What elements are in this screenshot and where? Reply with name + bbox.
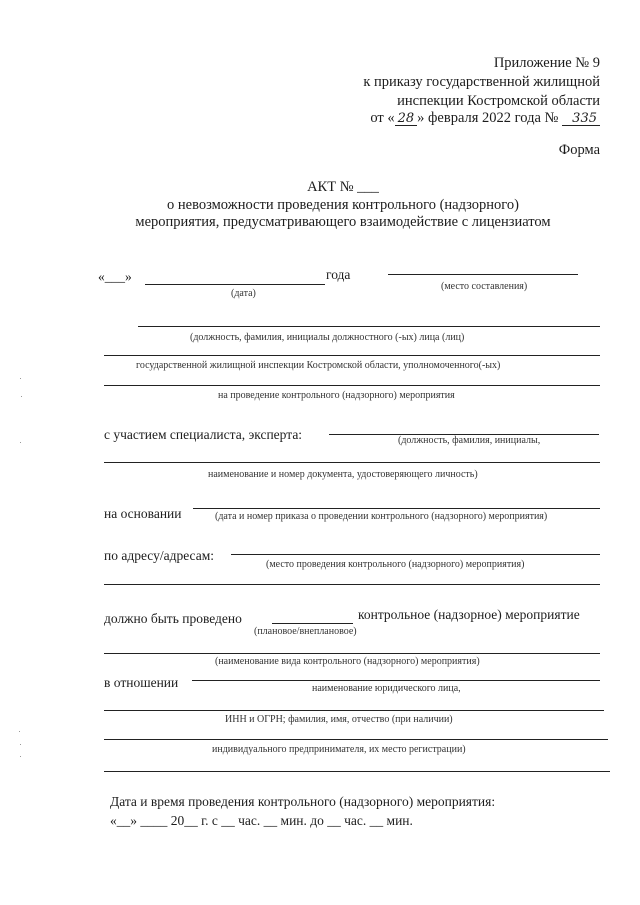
- datetime-line: «__» ____ 20__ г. с __ час. __ мин. до __ час. __ мин.: [110, 813, 413, 828]
- specialist-caption-2: наименование и номер документа, удостоверяющего личность): [208, 469, 478, 480]
- form-label: Форма: [558, 142, 600, 158]
- subject-caption-2: ИНН и ОГРН; фамилия, имя, отчество (при наличии): [225, 714, 453, 725]
- basis-label: на основании: [104, 506, 182, 521]
- order-date-prefix: от «: [370, 110, 395, 126]
- event-type-line: [272, 623, 353, 624]
- datetime-label: Дата и время проведения контрольного (надзорного) мероприятия:: [110, 794, 496, 809]
- subject-caption-1: наименование юридического лица,: [312, 683, 461, 694]
- official-line-3: [104, 385, 600, 386]
- event-type-caption: (плановое/внеплановое): [254, 626, 357, 637]
- order-issuer: инспекции Костромской области: [397, 93, 600, 109]
- scan-speck: [20, 756, 21, 757]
- subject-label: в отношении: [104, 675, 179, 690]
- subject-caption-3: индивидуального предпринимателя, их место регистрации): [212, 744, 466, 755]
- subject-line-1: [192, 680, 600, 681]
- official-caption-3: на проведение контрольного (надзорного) мероприятия: [218, 390, 455, 401]
- specialist-caption-1: (должность, фамилия, инициалы,: [398, 435, 541, 446]
- basis-line: [193, 508, 600, 509]
- official-line-1: [138, 326, 600, 327]
- order-date-middle: » февраля 2022 года №: [417, 110, 559, 126]
- order-date-day: 28: [395, 112, 418, 126]
- scan-speck: [19, 731, 20, 732]
- official-caption-1: (должность, фамилия, инициалы должностного (-ых) лица (лиц): [190, 332, 465, 343]
- year-word: года: [326, 267, 351, 282]
- event-label-start: должно быть проведено: [104, 611, 242, 626]
- specialist-label: с участием специалиста, эксперта:: [104, 427, 303, 442]
- scan-speck: [20, 442, 21, 443]
- place-caption: (место составления): [441, 281, 528, 292]
- subject-line-2: [104, 710, 604, 711]
- subject-line-3: [104, 739, 608, 740]
- specialist-line-2: [104, 462, 600, 463]
- date-month-line: [145, 284, 325, 285]
- event-kind-caption: (наименование вида контрольного (надзорного) мероприятия): [215, 656, 480, 667]
- basis-caption: (дата и номер приказа о проведении контрольного (надзорного) мероприятия): [215, 511, 548, 522]
- address-line-2: [104, 584, 600, 585]
- order-date-line: [370, 111, 600, 126]
- act-subtitle-1: о невозможности проведения контрольного (надзорного): [167, 197, 519, 213]
- official-caption-2: государственной жилищной инспекции Костромской области, уполномоченного(-ых): [136, 360, 501, 371]
- place-line: [388, 274, 578, 275]
- date-quote: «___»: [98, 269, 132, 284]
- event-kind-line: [104, 653, 600, 654]
- event-label-end: контрольное (надзорное) мероприятие: [358, 607, 580, 622]
- address-label: по адресу/адресам:: [104, 548, 214, 563]
- order-reference: к приказу государственной жилищной: [363, 74, 600, 90]
- act-subtitle-2: мероприятия, предусматривающего взаимодействие с лицензиатом: [135, 214, 551, 230]
- date-caption: (дата): [231, 288, 256, 299]
- act-title: АКТ № ___: [307, 179, 379, 195]
- subject-line-4: [104, 771, 610, 772]
- appendix-number: Приложение № 9: [493, 55, 600, 71]
- address-line-1: [231, 554, 600, 555]
- official-line-2: [104, 355, 600, 356]
- order-number: 335: [562, 112, 600, 126]
- address-caption: (место проведения контрольного (надзорного) мероприятия): [266, 559, 525, 570]
- scan-speck: [20, 378, 21, 379]
- scan-speck: [21, 396, 22, 397]
- scan-speck: [20, 744, 21, 745]
